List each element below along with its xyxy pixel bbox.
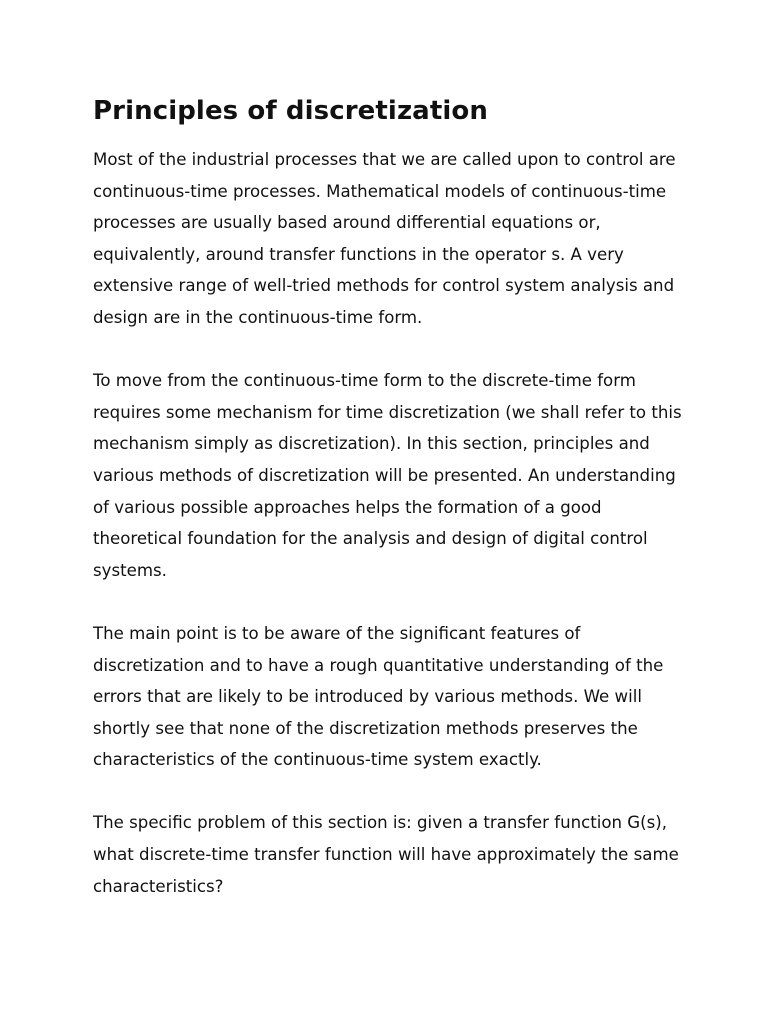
document-page [93,94,683,902]
paragraph-continuous-time-processes: Most of the industrial processes that we are called upon to control are continuous-time processes. Mathematical models of continuous-time processes are usually based around differential equations or, equivalently, around transfer functions in the operator s. A very extensive range of well-tried methods for control system analysis and design are in the continuous-time form. [93,150,676,327]
page-title: Principles of discretization [93,96,488,126]
paragraph-main-point: The main point is to be aware of the significant features of discretization and to have a rough quantitative understanding of the errors that are likely to be introduced by various methods. We will shortly see that none of the discretization methods preserves the characteristics of the continuous-time system exactly. [93,623,664,770]
paragraph-specific-problem: The specific problem of this section is: given a transfer function G(s), what discrete-time transfer function will have approximately the same characteristics? [93,813,679,896]
paragraph-time-discretization: To move from the continuous-time form to the discrete-time form requires some mechanism for time discretization (we shall refer to this mechanism simply as discretization). In this section, principles and various methods of discretization will be presented. An understanding of various possible approaches helps the formation of a good theoretical foundation for the analysis and design of digital control systems. [93,371,682,580]
